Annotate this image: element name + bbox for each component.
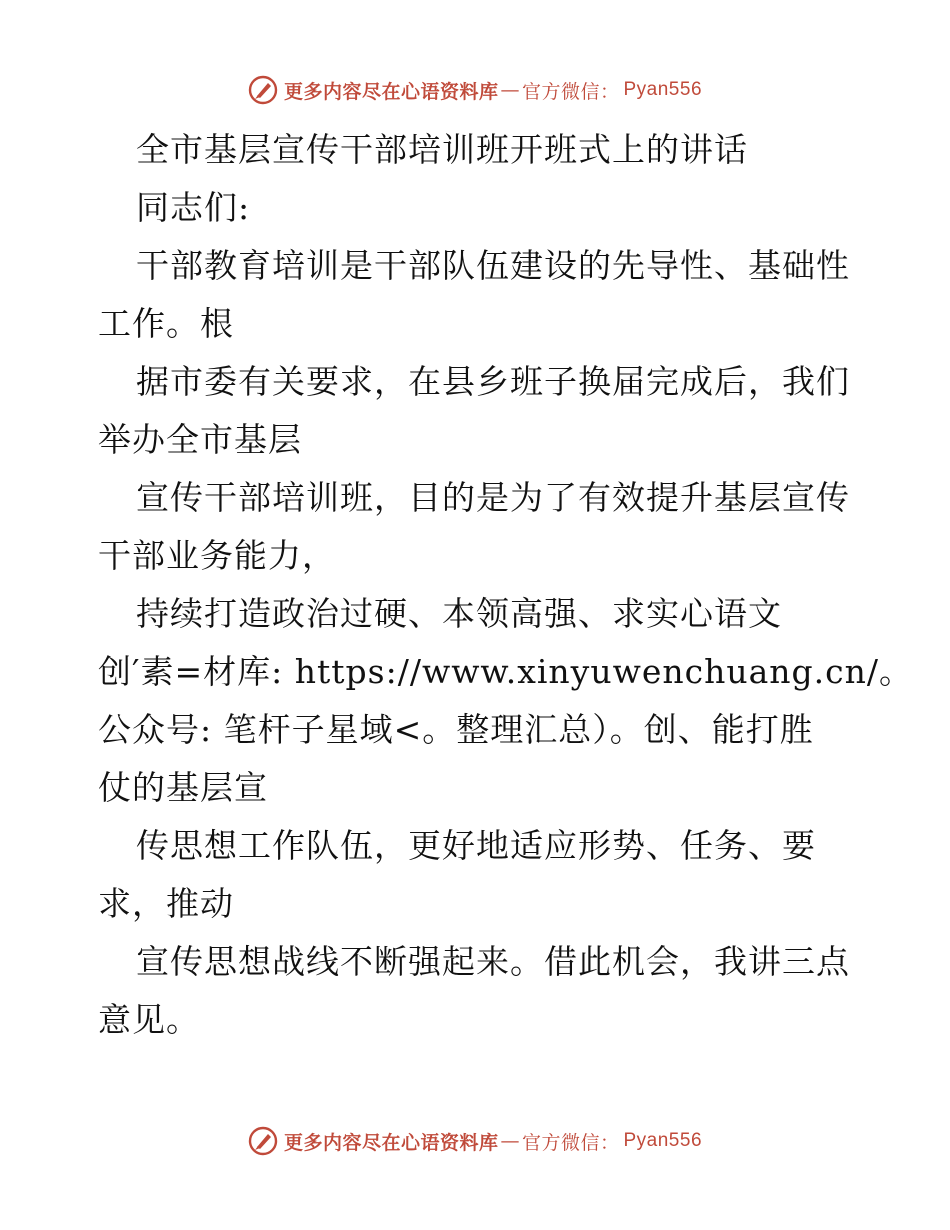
footer-banner-text: 更多内容尽在心语资料库 [283, 1131, 499, 1154]
body-line: 干部业务能力， [98, 536, 336, 575]
body-line: 持续打造政治过硬、本领高强、求实心语文 [136, 594, 782, 633]
body-line: 仗的基层宣 [98, 768, 268, 807]
footer-wechat-label: 官方微信： [521, 1131, 620, 1154]
salutation: 同志们: [136, 188, 251, 227]
header-wechat-id: Pyan556 [623, 79, 703, 100]
body-line: 据市委有关要求，在县乡班子换届完成后，我们 [136, 362, 850, 401]
body-line-url: 创′素=材库: https://www.xinyuwenchuang.cn/。 [98, 652, 913, 691]
document-title: 全市基层宣传干部培训班开班式上的讲话 [136, 130, 748, 169]
body-line: 传思想工作队伍，更好地适应形势、任务、要 [136, 826, 816, 865]
body-line: 公众号: 笔杆子星域<。整理汇总）。创、能打胜 [98, 710, 814, 749]
footer-banner [0, 1121, 950, 1161]
footer-banner-separator: — [500, 1130, 520, 1152]
header-banner [0, 70, 950, 110]
body-line: 宣传思想战线不断强起来。借此机会，我讲三点 [136, 942, 850, 981]
body-line: 求，推动 [98, 884, 234, 923]
body-line: 意见。 [98, 1000, 200, 1039]
footer-wechat-id: Pyan556 [623, 1130, 703, 1151]
body-line: 干部教育培训是干部队伍建设的先导性、基础性 [136, 246, 850, 285]
body-line: 举办全市基层 [98, 420, 302, 459]
header-banner-separator: — [500, 79, 520, 101]
quill-logo-icon [248, 75, 278, 105]
body-line: 工作。根 [98, 304, 234, 343]
document-body [98, 121, 913, 1049]
body-line: 宣传干部培训班，目的是为了有效提升基层宣传 [136, 478, 850, 517]
header-wechat-label: 官方微信： [521, 80, 620, 103]
quill-logo-icon [248, 1126, 278, 1156]
header-banner-text: 更多内容尽在心语资料库 [283, 80, 499, 103]
